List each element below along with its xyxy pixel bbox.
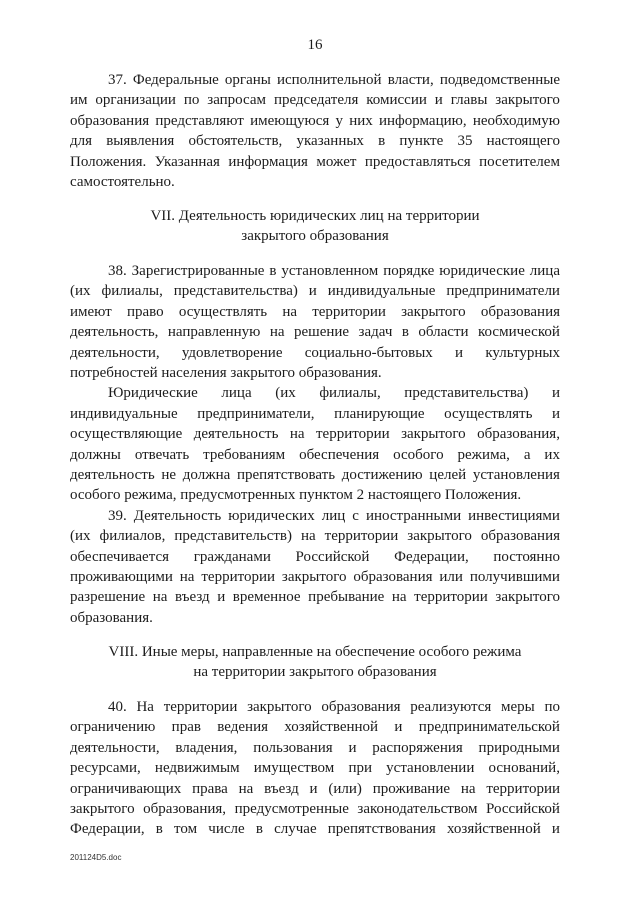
word: космической bbox=[478, 324, 560, 341]
text-line bbox=[70, 90, 560, 110]
word: пребывание bbox=[308, 589, 385, 606]
word: образования bbox=[480, 303, 560, 320]
word: должна bbox=[182, 466, 231, 483]
paragraph-38-part-2 bbox=[70, 383, 560, 505]
word: образования, bbox=[143, 800, 227, 817]
word: предпринимательской bbox=[418, 719, 560, 736]
word: филиалов, bbox=[99, 528, 166, 545]
word: лица bbox=[529, 263, 560, 279]
word: удовлетворение bbox=[181, 344, 283, 361]
word: у bbox=[335, 112, 343, 129]
word: инвестициями bbox=[468, 507, 560, 524]
word: и bbox=[348, 739, 357, 756]
word: Юридические bbox=[108, 385, 198, 402]
word: деятельность, bbox=[70, 324, 159, 341]
word: в bbox=[269, 263, 277, 279]
word: реализуются bbox=[410, 699, 492, 715]
text-line bbox=[70, 758, 560, 778]
word: достижению bbox=[341, 466, 423, 483]
word: или bbox=[439, 568, 463, 585]
word: ограничивающих bbox=[70, 780, 182, 797]
word: Положения. bbox=[70, 153, 147, 170]
text-line bbox=[70, 261, 560, 281]
word: (их bbox=[70, 283, 91, 300]
word: временное bbox=[232, 589, 301, 606]
word: пункте bbox=[399, 133, 444, 150]
word: подведомственные bbox=[439, 72, 560, 88]
word: закрытого bbox=[401, 303, 466, 320]
word: на bbox=[282, 303, 298, 320]
word: постоянно bbox=[493, 548, 560, 565]
word: указанных bbox=[296, 133, 364, 150]
word: деятельность bbox=[70, 466, 155, 483]
word: (их bbox=[275, 385, 296, 402]
word: порядке bbox=[383, 263, 435, 279]
word: препятствовать bbox=[236, 466, 336, 483]
word: настоящего bbox=[486, 133, 560, 150]
heading-line: VIII. Иные меры, направленные на обеспечение особого режима bbox=[108, 644, 522, 660]
word: осуществлять bbox=[178, 303, 268, 320]
word: образования bbox=[70, 112, 150, 129]
word: и bbox=[308, 283, 317, 300]
word: образования bbox=[353, 568, 433, 585]
word: На bbox=[136, 699, 154, 715]
word: комиссии bbox=[366, 92, 427, 109]
text-line bbox=[70, 819, 560, 839]
paragraph-37 bbox=[70, 70, 560, 192]
word: и bbox=[434, 92, 443, 109]
word: установления bbox=[472, 466, 560, 483]
word: территории bbox=[312, 303, 386, 320]
text-line bbox=[70, 302, 560, 322]
word: на bbox=[289, 426, 305, 443]
word: информация bbox=[228, 153, 308, 170]
word: Федеральные bbox=[132, 72, 219, 88]
word: юридические bbox=[439, 263, 525, 279]
word: оснований, bbox=[488, 760, 560, 777]
word: информацию, bbox=[379, 112, 467, 129]
word: и bbox=[551, 821, 560, 838]
paragraph-40 bbox=[70, 697, 560, 840]
word: отвечать bbox=[134, 446, 190, 463]
word: закрытого bbox=[495, 92, 560, 109]
word: территории bbox=[414, 589, 488, 606]
word: направленную bbox=[167, 324, 261, 341]
word: имеют bbox=[70, 303, 112, 320]
word: деятельности, bbox=[70, 344, 160, 361]
word: хозяйственной bbox=[447, 821, 541, 838]
word: решение bbox=[294, 324, 350, 341]
word: закрытого bbox=[407, 528, 472, 545]
word: осуществляющие bbox=[70, 426, 183, 443]
word: разрешение bbox=[70, 589, 146, 606]
word: филиалы, bbox=[319, 385, 381, 402]
word: владения, bbox=[175, 739, 238, 756]
word: закрытого bbox=[70, 800, 135, 817]
heading-line: закрытого образования bbox=[241, 228, 389, 245]
text-line bbox=[70, 152, 560, 172]
word: на bbox=[179, 568, 195, 585]
text-line bbox=[70, 587, 560, 607]
word: необходимую bbox=[472, 112, 560, 129]
word: ресурсами, bbox=[70, 760, 141, 777]
word: закрытого bbox=[281, 568, 347, 585]
word: филиалы, bbox=[101, 283, 163, 300]
word: деятельность bbox=[193, 426, 279, 443]
word: предусмотренные bbox=[234, 800, 349, 817]
word: том bbox=[174, 821, 198, 838]
word: лица bbox=[221, 385, 252, 402]
text-line bbox=[70, 445, 560, 465]
word: лиц bbox=[321, 507, 346, 524]
text-line bbox=[70, 717, 560, 737]
text-line bbox=[70, 111, 560, 131]
word: не bbox=[161, 466, 177, 483]
word: образования bbox=[480, 528, 560, 545]
word: право bbox=[126, 303, 164, 320]
word: организации bbox=[95, 92, 176, 109]
word: на bbox=[300, 528, 316, 545]
word: выявления bbox=[106, 133, 175, 150]
word: осуществлять bbox=[444, 405, 533, 422]
text-line bbox=[70, 131, 560, 151]
word: социально-бытовых bbox=[304, 344, 433, 361]
word: проживание bbox=[372, 780, 451, 797]
word: и bbox=[551, 385, 560, 402]
word: образования bbox=[321, 699, 401, 715]
word: обстоятельств, bbox=[188, 133, 283, 150]
word: а bbox=[523, 446, 531, 463]
word: и bbox=[394, 719, 403, 736]
word: председателя bbox=[273, 92, 359, 109]
word: 38. bbox=[108, 263, 127, 279]
word: обеспечения bbox=[299, 446, 380, 463]
word: индивидуальные bbox=[327, 283, 436, 300]
text-line bbox=[70, 779, 560, 799]
word: Указанная bbox=[154, 153, 220, 170]
word: представительства) bbox=[404, 385, 529, 402]
word: представительств) bbox=[174, 528, 292, 545]
word: Зарегистрированные bbox=[131, 263, 265, 279]
word: законодательством bbox=[357, 800, 478, 817]
word: числе bbox=[208, 821, 245, 838]
paragraph-38 bbox=[70, 261, 560, 383]
text-line: образования. bbox=[70, 609, 153, 626]
word: на bbox=[391, 589, 407, 606]
text-line bbox=[70, 526, 560, 546]
word: главы bbox=[450, 92, 488, 109]
word: права bbox=[192, 780, 228, 797]
text-line bbox=[70, 343, 560, 363]
word: территории bbox=[486, 780, 560, 797]
word: целей bbox=[429, 466, 467, 483]
word: 35 bbox=[457, 133, 473, 150]
word: въезд bbox=[264, 780, 299, 797]
word: случае bbox=[274, 821, 317, 838]
text-line bbox=[70, 70, 560, 90]
word: планирующие bbox=[334, 405, 425, 422]
word: на bbox=[460, 780, 476, 797]
word: по bbox=[544, 699, 560, 715]
footer-filename: 201124D5.doc bbox=[70, 853, 122, 862]
text-line: особого режима, предусмотренных пунктом 2 настоящего Положения. bbox=[70, 487, 522, 504]
word: Федерации, bbox=[70, 821, 145, 838]
word: представляют bbox=[155, 112, 244, 129]
word: Российской bbox=[486, 800, 560, 817]
word: имуществом bbox=[253, 760, 335, 777]
word: при bbox=[348, 760, 372, 777]
word: и bbox=[309, 780, 318, 797]
word: посетителем bbox=[479, 153, 560, 170]
word: них bbox=[349, 112, 373, 129]
text-line bbox=[70, 383, 560, 403]
word: территории bbox=[315, 426, 390, 443]
word: и bbox=[551, 405, 560, 422]
text-line bbox=[70, 506, 560, 526]
text-line bbox=[70, 404, 560, 424]
word: закрытого bbox=[247, 699, 312, 715]
section-heading-viii bbox=[70, 642, 560, 683]
word: (их bbox=[70, 528, 91, 545]
word: им bbox=[70, 92, 88, 109]
word: предприниматели, bbox=[197, 405, 315, 422]
text-line bbox=[70, 547, 560, 567]
text-line bbox=[70, 424, 560, 444]
heading-line: VII. Деятельность юридических лиц на территории bbox=[150, 208, 480, 224]
word: на bbox=[152, 589, 168, 606]
word: режима, bbox=[457, 446, 510, 463]
word: хозяйственной bbox=[284, 719, 379, 736]
word: в bbox=[401, 324, 409, 341]
word: (или) bbox=[328, 780, 362, 797]
text-line bbox=[70, 465, 560, 485]
text-line bbox=[70, 281, 560, 301]
word: получившими bbox=[469, 568, 560, 585]
word: юридических bbox=[228, 507, 315, 524]
word: природными bbox=[478, 739, 560, 756]
word: органы bbox=[224, 72, 271, 88]
word: иностранными bbox=[365, 507, 462, 524]
word: территории bbox=[324, 528, 399, 545]
word: в bbox=[155, 821, 163, 838]
word: и bbox=[455, 344, 464, 361]
word: территории bbox=[163, 699, 238, 715]
word: задач bbox=[358, 324, 393, 341]
word: культурных bbox=[485, 344, 560, 361]
word: особого bbox=[393, 446, 444, 463]
word: 39. bbox=[108, 507, 127, 524]
section-heading-vii bbox=[70, 206, 560, 247]
word: предприниматели bbox=[446, 283, 560, 300]
word: на bbox=[238, 780, 254, 797]
word: Деятельность bbox=[133, 507, 222, 524]
word: гражданами bbox=[193, 548, 271, 565]
word: 40. bbox=[108, 699, 127, 715]
word: закрытого bbox=[401, 426, 466, 443]
word: индивидуальные bbox=[70, 405, 178, 422]
word: препятствования bbox=[327, 821, 436, 838]
heading-line: на территории закрытого образования bbox=[193, 664, 437, 681]
word: должны bbox=[70, 446, 121, 463]
word: ограничению bbox=[70, 719, 156, 736]
word: представительства) bbox=[173, 283, 298, 300]
word: территории bbox=[201, 568, 276, 585]
text-line bbox=[70, 322, 560, 342]
word: по bbox=[183, 92, 200, 109]
word: установленном bbox=[281, 263, 379, 279]
word: с bbox=[352, 507, 359, 524]
word: распоряжения bbox=[372, 739, 463, 756]
word: их bbox=[544, 446, 560, 463]
word: в bbox=[378, 133, 386, 150]
word: меры bbox=[501, 699, 535, 715]
text-line: самостоятельно. bbox=[70, 173, 175, 190]
word: въезд bbox=[175, 589, 210, 606]
text-line bbox=[70, 738, 560, 758]
word: обеспечивается bbox=[70, 548, 170, 565]
word: имеющуюся bbox=[250, 112, 330, 129]
word: в bbox=[255, 821, 263, 838]
word: прав bbox=[171, 719, 201, 736]
word: Российской bbox=[295, 548, 370, 565]
word: предоставляться bbox=[364, 153, 471, 170]
page-number: 16 bbox=[307, 37, 323, 53]
word: требованиям bbox=[203, 446, 286, 463]
text-line bbox=[70, 567, 560, 587]
word: образования, bbox=[477, 426, 560, 443]
word: ведения bbox=[217, 719, 268, 736]
paragraph-39 bbox=[70, 506, 560, 628]
word: деятельности, bbox=[70, 739, 160, 756]
text-line: потребностей населения закрытого образования. bbox=[70, 364, 382, 381]
word: запросам bbox=[207, 92, 267, 109]
text-line bbox=[70, 697, 560, 717]
word: власти, bbox=[387, 72, 434, 88]
word: установлении bbox=[386, 760, 475, 777]
word: на bbox=[269, 324, 285, 341]
word: закрытого bbox=[495, 589, 560, 606]
word: может bbox=[316, 153, 357, 170]
word: проживающими bbox=[70, 568, 173, 585]
word: 37. bbox=[108, 72, 127, 88]
word: недвижимым bbox=[154, 760, 240, 777]
word: пользования bbox=[253, 739, 333, 756]
word: для bbox=[70, 133, 93, 150]
word: и bbox=[217, 589, 226, 606]
word: области bbox=[418, 324, 469, 341]
text-line bbox=[70, 799, 560, 819]
word: исполнительной bbox=[276, 72, 382, 88]
word: Федерации, bbox=[394, 548, 469, 565]
